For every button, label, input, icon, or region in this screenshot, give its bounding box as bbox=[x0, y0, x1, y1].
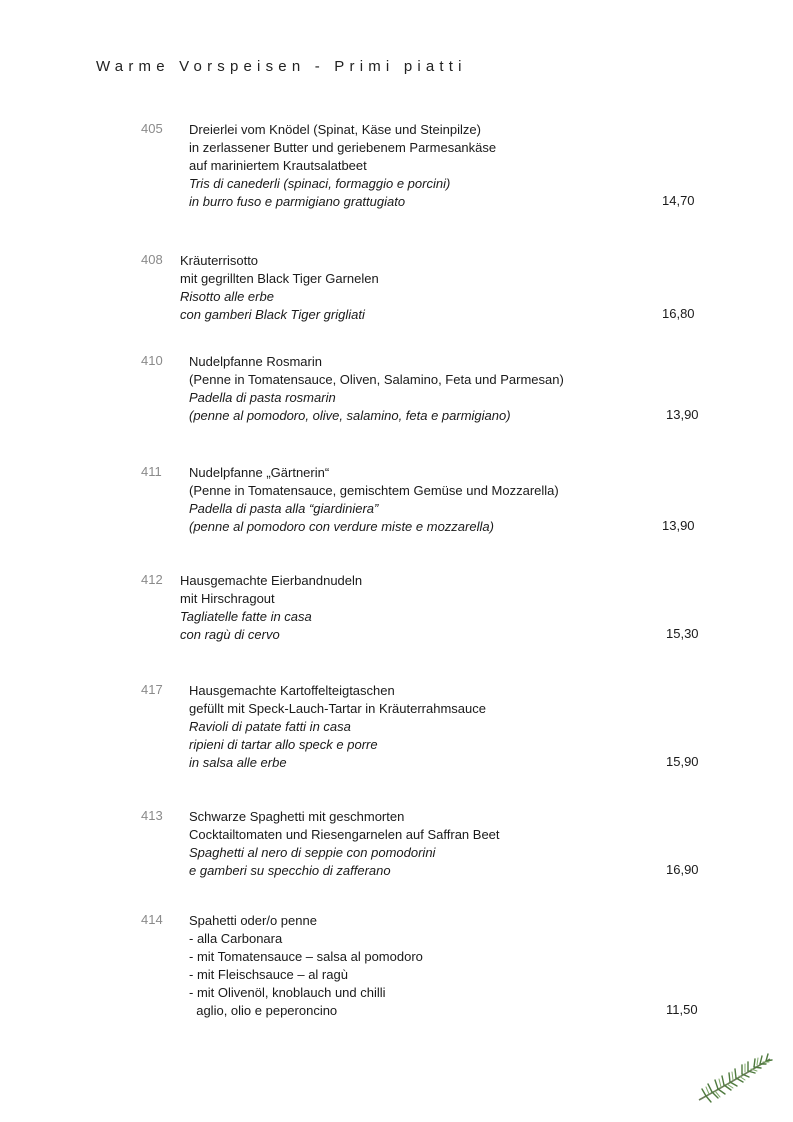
item-description: mit gegrillten Black Tiger Garnelen bbox=[180, 271, 379, 286]
item-translation: in burro fuso e parmigiano grattugiato bbox=[189, 194, 406, 209]
item-number: 414 bbox=[141, 912, 163, 927]
item-description: mit Hirschragout bbox=[180, 591, 275, 606]
item-description: (Penne in Tomatensauce, Oliven, Salamino, Feta und Parmesan) bbox=[189, 372, 564, 387]
item-price: 13,90 bbox=[666, 407, 699, 422]
item-number: 410 bbox=[141, 353, 163, 368]
item-description: Cocktailtomaten und Riesengarnelen auf Saffran Beet bbox=[189, 827, 500, 842]
item-translation: (penne al pomodoro con verdure miste e mozzarella) bbox=[189, 519, 494, 534]
item-name: Hausgemachte Kartoffelteigtaschen bbox=[189, 683, 395, 698]
item-name: Schwarze Spaghetti mit geschmorten bbox=[189, 809, 405, 824]
item-number: 413 bbox=[141, 808, 163, 823]
item-translation: Padella di pasta rosmarin bbox=[189, 390, 336, 405]
item-option: - mit Tomatensauce – salsa al pomodoro bbox=[189, 949, 423, 964]
item-price: 15,30 bbox=[666, 626, 699, 641]
item-price: 13,90 bbox=[662, 518, 695, 533]
item-translation: Tagliatelle fatte in casa bbox=[180, 609, 312, 624]
item-description: gefüllt mit Speck-Lauch-Tartar in Kräuterrahmsauce bbox=[189, 701, 486, 716]
item-translation: Spaghetti al nero di seppie con pomodorini bbox=[189, 845, 436, 860]
item-translation: in salsa alle erbe bbox=[189, 755, 287, 770]
rosemary-sprig-icon bbox=[696, 1052, 774, 1104]
item-translation: e gamberi su specchio di zafferano bbox=[189, 863, 391, 878]
item-option: aglio, olio e peperoncino bbox=[189, 1003, 338, 1018]
item-translation: Padella di pasta alla “giardiniera” bbox=[189, 501, 379, 516]
item-name: Spahetti oder/o penne bbox=[189, 913, 317, 928]
item-option: - mit Olivenöl, knoblauch und chilli bbox=[189, 985, 386, 1000]
item-price: 15,90 bbox=[666, 754, 699, 769]
item-translation: Tris di canederli (spinaci, formaggio e porcini) bbox=[189, 176, 451, 191]
item-number: 412 bbox=[141, 572, 163, 587]
item-translation: Risotto alle erbe bbox=[180, 289, 274, 304]
item-name: Kräuterrisotto bbox=[180, 253, 259, 268]
item-translation: con ragù di cervo bbox=[180, 627, 280, 642]
item-description: in zerlassener Butter und geriebenem Parmesankäse bbox=[189, 140, 497, 155]
item-number: 417 bbox=[141, 682, 163, 697]
item-number: 411 bbox=[141, 464, 162, 479]
item-number: 405 bbox=[141, 121, 163, 136]
item-price: 11,50 bbox=[666, 1002, 698, 1017]
item-description: auf mariniertem Krautsalatbeet bbox=[189, 158, 367, 173]
item-translation: (penne al pomodoro, olive, salamino, feta e parmigiano) bbox=[189, 408, 511, 423]
item-number: 408 bbox=[141, 252, 163, 267]
item-price: 14,70 bbox=[662, 193, 695, 208]
item-name: Dreierlei vom Knödel (Spinat, Käse und Steinpilze) bbox=[189, 122, 481, 137]
item-translation: con gamberi Black Tiger grigliati bbox=[180, 307, 365, 322]
item-name: Nudelpfanne Rosmarin bbox=[189, 354, 322, 369]
item-price: 16,80 bbox=[662, 306, 695, 321]
item-translation: Ravioli di patate fatti in casa bbox=[189, 719, 351, 734]
page-title: Warme Vorspeisen - Primi piatti bbox=[96, 58, 467, 75]
item-description: (Penne in Tomatensauce, gemischtem Gemüse und Mozzarella) bbox=[189, 483, 559, 498]
item-name: Hausgemachte Eierbandnudeln bbox=[180, 573, 363, 588]
item-price: 16,90 bbox=[666, 862, 699, 877]
item-name: Nudelpfanne „Gärtnerin“ bbox=[189, 465, 330, 480]
item-option: - mit Fleischsauce – al ragù bbox=[189, 967, 348, 982]
item-option: - alla Carbonara bbox=[189, 931, 283, 946]
item-translation: ripieni di tartar allo speck e porre bbox=[189, 737, 378, 752]
